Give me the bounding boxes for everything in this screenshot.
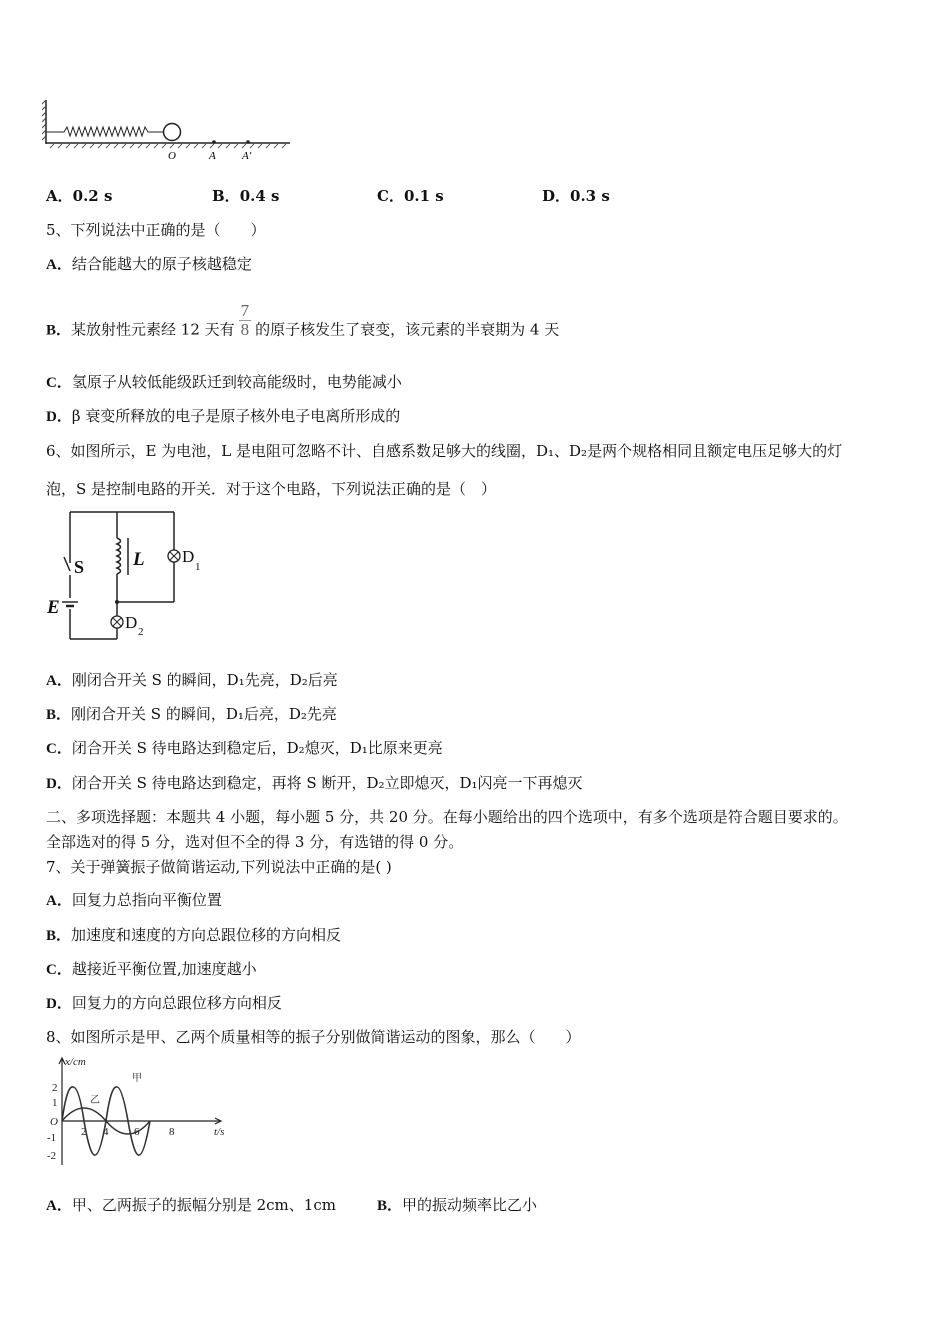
q7-option-a[interactable]: A．回复力总指向平衡位置 — [46, 891, 222, 909]
q6-option-d[interactable]: D．闭合开关 S 待电路达到稳定，再将 S 断开，D₂立即熄灭，D₁闪亮一下再熄灭 — [46, 774, 583, 792]
q4-options — [0, 186, 950, 206]
q6-option-b[interactable]: B．刚闭合开关 S 的瞬间，D₁后亮，D₂先亮 — [46, 705, 337, 723]
q8-stem: 8、如图所示是甲、乙两个质量相等的振子分别做简谐运动的图象，那么（ ） — [46, 1028, 581, 1046]
q8-option-b[interactable]: B．甲的振动频率比乙小 — [377, 1196, 538, 1214]
q8-option-a[interactable]: A．甲、乙两振子的振幅分别是 2cm、1cm — [46, 1196, 336, 1214]
section2-instructions-line1: 二、多项选择题：本题共 4 小题，每小题 5 分，共 20 分。在每小题给出的四个选项中，有多个选项是符合题目要求的。 — [46, 808, 848, 826]
q5-stem: 5、下列说法中正确的是（ ） — [46, 221, 266, 239]
series-label-jia: 甲 — [132, 1073, 142, 1084]
label-s: S — [74, 557, 85, 577]
label-a-prime: A′ — [242, 150, 252, 162]
label-d2: D — [125, 613, 138, 632]
y-tick-2: 2 — [52, 1082, 58, 1094]
q5-option-d[interactable]: D．β 衰变所释放的电子是原子核外电子电离所形成的 — [46, 407, 401, 425]
q7-option-c[interactable]: C．越接近平衡位置,加速度越小 — [46, 960, 257, 978]
q4-option-d[interactable]: D．0.3 s — [542, 187, 610, 205]
label-a: A — [209, 150, 216, 162]
label-d1: D — [182, 547, 195, 566]
q6-option-a[interactable]: A．刚闭合开关 S 的瞬间，D₁先亮，D₂后亮 — [46, 671, 338, 689]
q6-stem-line2: 泡，S 是控制电路的开关．对于这个电路，下列说法正确的是（ ） — [46, 480, 497, 498]
q7-option-d[interactable]: D．回复力的方向总跟位移方向相反 — [46, 994, 282, 1012]
q4-option-b[interactable]: B．0.4 s — [212, 187, 280, 205]
shm-graph-figure — [44, 1055, 234, 1170]
q5-option-a[interactable]: A．结合能越大的原子核越稳定 — [46, 255, 252, 273]
x-tick-2: 2 — [81, 1126, 87, 1138]
x-tick-8: 8 — [169, 1126, 175, 1138]
label-d2-sub: 2 — [138, 626, 144, 638]
label-l: L — [133, 549, 145, 570]
q6-option-c[interactable]: C．闭合开关 S 待电路达到稳定后，D₂熄灭，D₁比原来更亮 — [46, 739, 443, 757]
label-o: O — [168, 150, 176, 162]
q7-stem: 7、关于弹簧振子做简谐运动,下列说法中正确的是( ) — [46, 858, 392, 876]
y-tick-1: 1 — [52, 1097, 58, 1109]
q5-option-b[interactable]: B．某放射性元素经 12 天有 $\frac{7}{8}$ 的原子核发生了衰变，该元素的半衰期为 4 天 — [46, 301, 560, 339]
x-tick-6: 6 — [134, 1126, 140, 1138]
lr-circuit-figure — [44, 505, 214, 645]
label-d1-sub: 1 — [195, 561, 201, 573]
y-tick-neg1: -1 — [47, 1132, 57, 1144]
x-tick-4: 4 — [103, 1126, 109, 1138]
q4-option-c[interactable]: C．0.1 s — [377, 187, 444, 205]
label-e: E — [47, 597, 60, 618]
origin-label: O — [50, 1116, 58, 1128]
y-tick-neg2: -2 — [47, 1150, 57, 1162]
x-axis-label: t/s — [214, 1126, 225, 1138]
series-label-yi: 乙 — [90, 1095, 100, 1106]
y-axis-label: x/cm — [65, 1056, 86, 1068]
q7-option-b[interactable]: B．加速度和速度的方向总跟位移的方向相反 — [46, 926, 342, 944]
section2-instructions-line2: 全部选对的得 5 分，选对但不全的得 3 分，有选错的得 0 分。 — [46, 833, 464, 851]
spring-oscillator-figure — [42, 98, 294, 164]
q5-option-c[interactable]: C．氢原子从较低能级跃迁到较高能级时，电势能减小 — [46, 373, 402, 391]
q6-stem-line1: 6、如图所示，E 为电池，L 是电阻可忽略不计、自感系数足够大的线圈，D₁、D₂是两个规格相同且额定电压足够大的灯 — [46, 442, 843, 460]
fraction-7-8: $\frac{7}{8}$ — [240, 301, 250, 339]
q4-option-a[interactable]: A．0.2 s — [46, 187, 113, 205]
